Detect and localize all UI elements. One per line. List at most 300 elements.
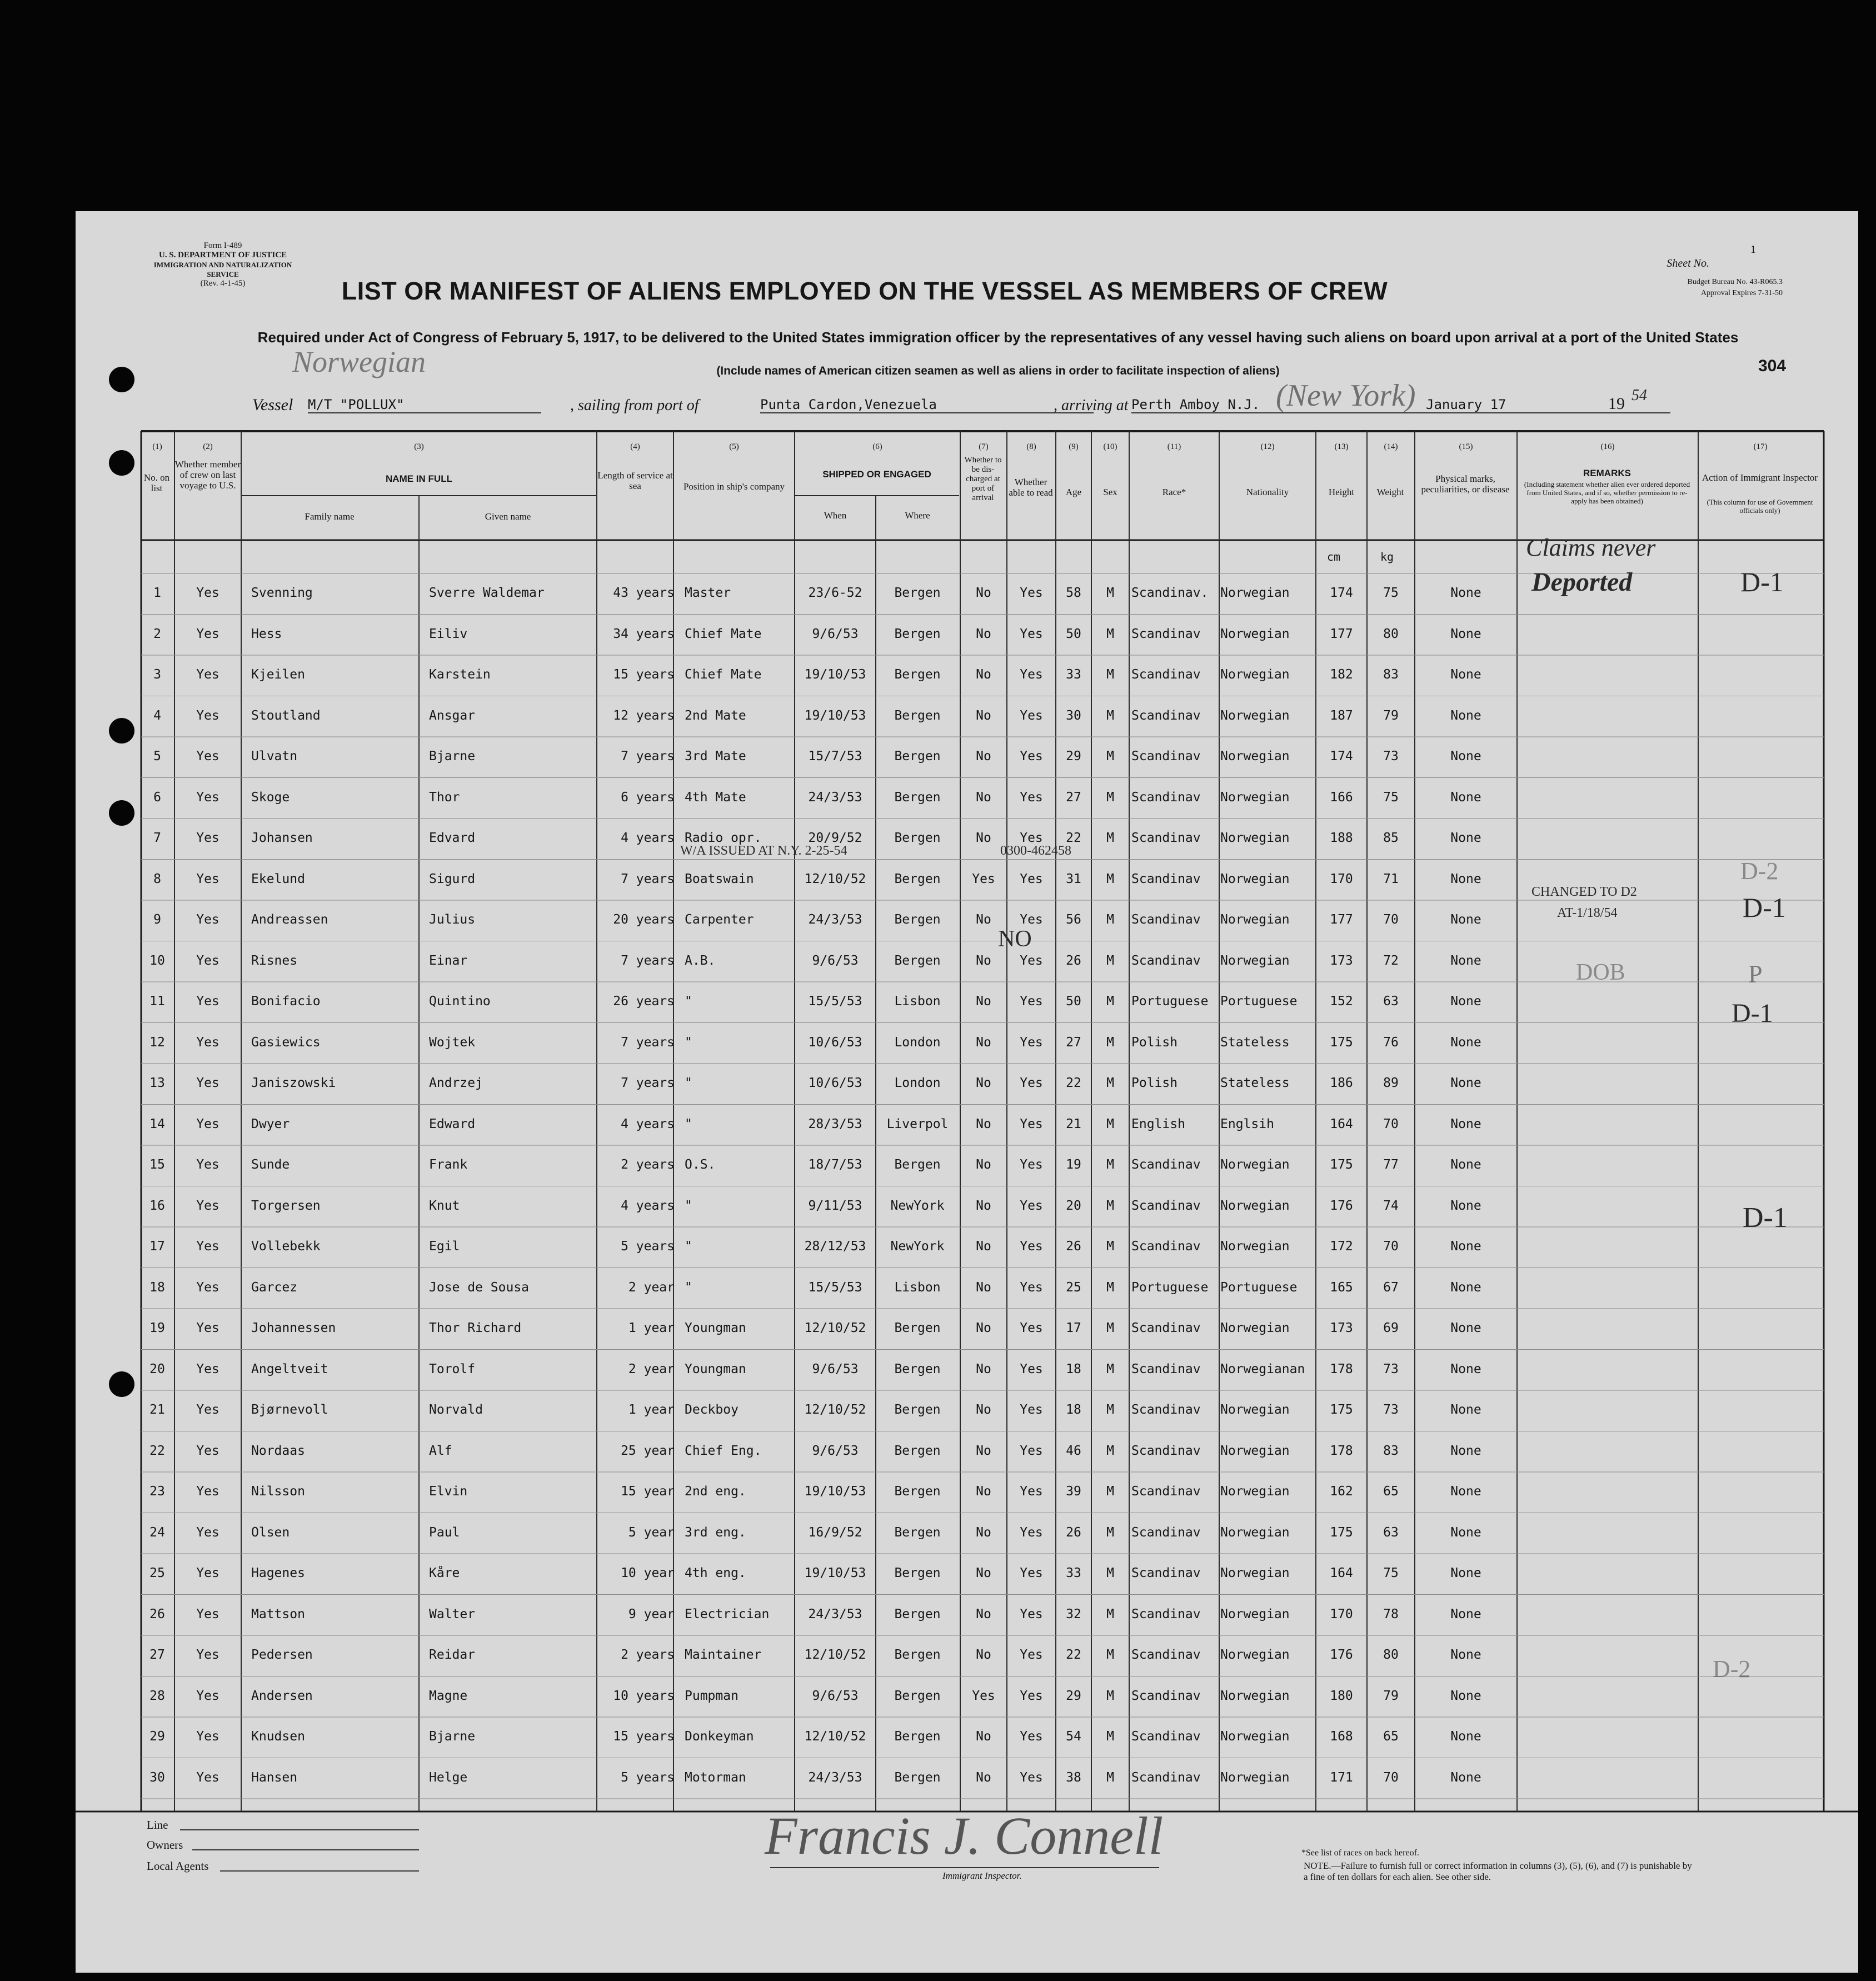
cell-discharged: No — [976, 1648, 991, 1662]
cell-weight: 79 — [1383, 1688, 1399, 1703]
cell-no: 19 — [149, 1321, 165, 1335]
cell-when: 28/3/53 — [808, 1116, 862, 1131]
cell-position: Donkeyman — [685, 1729, 754, 1744]
cell-no: 24 — [149, 1525, 165, 1540]
cell-height: 177 — [1330, 626, 1353, 641]
cell-nationality: Norwegian — [1220, 1729, 1290, 1744]
header-where: Where — [905, 510, 930, 521]
cell-family: Sunde — [251, 1157, 290, 1172]
cell-marks: None — [1450, 994, 1481, 1009]
cell-discharged: Yes — [972, 871, 995, 886]
cell-service: 26 years — [613, 994, 675, 1009]
cell-race: Polish — [1131, 1076, 1178, 1090]
cell-voyage: Yes — [196, 1239, 219, 1254]
cell-where: Bergen — [894, 912, 941, 927]
cell-service: 12 years — [613, 708, 675, 723]
cell-family: Risnes — [251, 953, 298, 968]
cell-family: Hess — [251, 626, 282, 641]
cell-voyage: Yes — [196, 626, 219, 641]
cell-marks: None — [1450, 871, 1481, 886]
cell-given: Eiliv — [429, 626, 468, 641]
cell-marks: None — [1450, 1403, 1481, 1417]
cell-age: 18 — [1066, 1361, 1081, 1376]
cell-discharged: No — [976, 1525, 991, 1540]
cell-discharged: No — [976, 994, 991, 1009]
punch-hole — [109, 450, 134, 476]
cell-where: Lisbon — [894, 1280, 941, 1295]
cell-no: 25 — [149, 1566, 165, 1580]
cell-given: Reidar — [429, 1648, 476, 1662]
cell-nationality: Norwegian — [1220, 749, 1290, 764]
column-number: (7) — [979, 442, 989, 451]
cell-service: 34 years — [613, 626, 675, 641]
cell-when: 9/6/53 — [812, 1688, 859, 1703]
cell-height: 174 — [1330, 586, 1353, 600]
fine-note: NOTE.—Failure to furnish full or correct information in columns (3), (5), (6), and (7) is punishable by a fine of ten dollars for each alien. See other side. — [1304, 1860, 1692, 1882]
cell-where: Lisbon — [894, 994, 941, 1009]
cell-race: Scandinav — [1131, 749, 1201, 764]
cell-discharged: No — [976, 1403, 991, 1417]
cell-nationality: Norwegian — [1220, 667, 1290, 682]
cell-read: Yes — [1020, 953, 1043, 968]
cell-sex: M — [1106, 667, 1114, 682]
cell-read: Yes — [1020, 667, 1043, 682]
cell-race: Scandinav — [1131, 1648, 1201, 1662]
cell-sex: M — [1106, 749, 1114, 764]
cell-given: Quintino — [429, 994, 491, 1009]
cell-family: Kjeilen — [251, 667, 305, 682]
cell-read: Yes — [1020, 790, 1043, 805]
cell-weight: 75 — [1383, 790, 1399, 805]
cell-race: Scandinav — [1131, 871, 1201, 886]
cell-race: Scandinav — [1131, 1321, 1201, 1335]
cell-race: Scandinav — [1131, 1403, 1201, 1417]
table-row — [76, 1350, 1858, 1391]
cell-family: Ulvatn — [251, 749, 298, 764]
table-row — [76, 1554, 1858, 1595]
cell-when: 10/6/53 — [808, 1076, 862, 1090]
cell-read: Yes — [1020, 1280, 1043, 1295]
signature-rule — [770, 1867, 1159, 1868]
file-number: 0300-462458 — [1000, 844, 1071, 858]
cell-service: 43 years — [613, 586, 675, 600]
weight-unit: kg — [1380, 550, 1394, 563]
cell-read: Yes — [1020, 586, 1043, 600]
cell-service: 7 years — [621, 1076, 675, 1090]
table-row — [76, 1717, 1858, 1758]
cell-height: 187 — [1330, 708, 1353, 723]
header-weight: Weight — [1376, 487, 1404, 497]
column-number: (1) — [152, 442, 162, 451]
cell-position: 4th Mate — [685, 790, 746, 805]
cell-when: 12/10/52 — [804, 1648, 866, 1662]
cell-family: Torgersen — [251, 1198, 321, 1213]
footer-owners-label: Owners — [147, 1838, 183, 1852]
revision: (Rev. 4-1-45) — [200, 279, 246, 288]
cell-no: 11 — [149, 994, 165, 1009]
cell-marks: None — [1450, 953, 1481, 968]
cell-family: Svenning — [251, 586, 313, 600]
cell-where: Bergen — [894, 1443, 941, 1458]
cell-height: 176 — [1330, 1198, 1353, 1213]
cell-position: Master — [685, 586, 731, 600]
cell-no: 30 — [149, 1770, 165, 1785]
cell-service: 2 year — [628, 1361, 675, 1376]
cell-nationality: Norwegian — [1220, 1688, 1290, 1703]
cell-given: Torolf — [429, 1361, 476, 1376]
cell-weight: 72 — [1383, 953, 1399, 968]
cell-discharged: No — [976, 1076, 991, 1090]
cell-given: Kåre — [429, 1566, 460, 1580]
cell-voyage: Yes — [196, 1361, 219, 1376]
cell-no: 2 — [153, 626, 161, 641]
header-discharged: Whether to be dis-charged at port of arrival — [964, 456, 1002, 502]
cell-position: A.B. — [685, 953, 716, 968]
cell-marks: None — [1450, 1606, 1481, 1621]
cell-height: 176 — [1330, 1648, 1353, 1662]
cell-where: Bergen — [894, 1525, 941, 1540]
cell-family: Janiszowski — [251, 1076, 336, 1090]
cell-given: Paul — [429, 1525, 460, 1540]
cell-family: Johannessen — [251, 1321, 336, 1335]
cell-where: Bergen — [894, 586, 941, 600]
cell-sex: M — [1106, 1035, 1114, 1050]
remarks-deported: Deported — [1531, 567, 1633, 597]
remarks-changed: CHANGED TO D2 — [1531, 885, 1637, 899]
cell-age: 17 — [1066, 1321, 1081, 1335]
cell-where: Bergen — [894, 1606, 941, 1621]
cell-discharged: No — [976, 1729, 991, 1744]
cell-given: Knut — [429, 1198, 460, 1213]
sailing-label: , sailing from port of — [570, 397, 699, 414]
cell-race: Scandinav — [1131, 790, 1201, 805]
cell-race: Portuguese — [1131, 1280, 1209, 1295]
cell-marks: None — [1450, 912, 1481, 927]
cell-no: 5 — [153, 749, 161, 764]
cell-position: Youngman — [685, 1321, 746, 1335]
cell-voyage: Yes — [196, 1606, 219, 1621]
cell-discharged: No — [976, 790, 991, 805]
cell-age: 56 — [1066, 912, 1081, 927]
manifest-sheet — [76, 211, 1858, 1973]
cell-where: London — [894, 1076, 941, 1090]
cell-given: Edward — [429, 1116, 476, 1131]
cell-when: 9/6/53 — [812, 626, 859, 641]
cell-age: 33 — [1066, 1566, 1081, 1580]
cell-service: 25 year — [621, 1443, 675, 1458]
cell-position: " — [685, 1035, 692, 1050]
cell-position: " — [685, 994, 692, 1009]
cell-voyage: Yes — [196, 871, 219, 886]
cell-weight: 69 — [1383, 1321, 1399, 1335]
cell-position: 2nd eng. — [685, 1484, 746, 1499]
cell-position: " — [685, 1239, 692, 1254]
cell-nationality: Norwegianan — [1220, 1361, 1305, 1376]
cell-age: 20 — [1066, 1198, 1081, 1213]
cell-service: 15 year — [621, 1484, 675, 1499]
cell-discharged: No — [976, 1566, 991, 1580]
cell-family: Nordaas — [251, 1443, 305, 1458]
cell-voyage: Yes — [196, 1525, 219, 1540]
cell-discharged: No — [976, 626, 991, 641]
cell-voyage: Yes — [196, 1076, 219, 1090]
cell-height: 177 — [1330, 912, 1353, 927]
cell-position: Carpenter — [685, 912, 754, 927]
action-row8: D-2 — [1740, 857, 1779, 885]
cell-height: 164 — [1330, 1566, 1353, 1580]
cell-nationality: Stateless — [1220, 1076, 1290, 1090]
cell-where: Bergen — [894, 1361, 941, 1376]
table-row — [76, 1186, 1858, 1227]
header-family-name: Family name — [305, 511, 355, 522]
cell-read: Yes — [1020, 994, 1043, 1009]
cell-height: 152 — [1330, 994, 1353, 1009]
cell-service: 7 years — [621, 1035, 675, 1050]
cell-where: Bergen — [894, 1566, 941, 1580]
cell-marks: None — [1450, 1280, 1481, 1295]
cell-height: 178 — [1330, 1443, 1353, 1458]
cell-sex: M — [1106, 1606, 1114, 1621]
table-row — [76, 1105, 1858, 1146]
cell-family: Pedersen — [251, 1648, 313, 1662]
cell-when: 15/7/53 — [808, 749, 862, 764]
cell-when: 19/10/53 — [804, 1484, 866, 1499]
cell-discharged: No — [976, 1606, 991, 1621]
cell-family: Hansen — [251, 1770, 298, 1785]
cell-discharged: No — [976, 1443, 991, 1458]
cell-read: Yes — [1020, 1198, 1043, 1213]
cell-age: 25 — [1066, 1280, 1081, 1295]
cell-position: Radio opr. — [685, 831, 762, 845]
header-able-to-read: Whether able to read — [1009, 477, 1053, 498]
table-row — [76, 1676, 1858, 1718]
header-action: Action of Immigrant Inspector — [1702, 472, 1818, 483]
cell-nationality: Norwegian — [1220, 1239, 1290, 1254]
cell-family: Johansen — [251, 831, 313, 845]
cell-age: 29 — [1066, 749, 1081, 764]
cell-read: Yes — [1020, 626, 1043, 641]
cell-family: Andersen — [251, 1688, 313, 1703]
height-unit: cm — [1327, 550, 1341, 563]
cell-no: 14 — [149, 1116, 165, 1131]
cell-marks: None — [1450, 1525, 1481, 1540]
cell-family: Hagenes — [251, 1566, 305, 1580]
cell-weight: 70 — [1383, 1116, 1399, 1131]
cell-given: Jose de Sousa — [429, 1280, 530, 1295]
instruction: (Include names of American citizen seamen as well as aliens in order to facilitate inspection of aliens) — [716, 365, 1280, 377]
cell-discharged: No — [976, 1157, 991, 1172]
cell-family: Nilsson — [251, 1484, 305, 1499]
header-position: Position in ship's company — [683, 481, 785, 492]
cell-family: Dwyer — [251, 1116, 290, 1131]
cell-service: 5 year — [628, 1525, 675, 1540]
footer-agents-rule — [220, 1870, 419, 1872]
cell-where: Bergen — [894, 749, 941, 764]
cell-family: Ekelund — [251, 871, 305, 886]
cell-when: 24/3/53 — [808, 1770, 862, 1785]
footer-line-rule — [180, 1829, 419, 1830]
cell-weight: 67 — [1383, 1280, 1399, 1295]
cell-voyage: Yes — [196, 912, 219, 927]
cell-position: " — [685, 1116, 692, 1131]
cell-voyage: Yes — [196, 1770, 219, 1785]
cell-age: 26 — [1066, 953, 1081, 968]
cell-age: 32 — [1066, 1606, 1081, 1621]
column-number: (5) — [729, 442, 739, 451]
cell-voyage: Yes — [196, 1566, 219, 1580]
cell-discharged: No — [976, 749, 991, 764]
cell-age: 18 — [1066, 1403, 1081, 1417]
cell-nationality: Norwegian — [1220, 1484, 1290, 1499]
year-prefix: 19 — [1608, 395, 1625, 413]
cell-marks: None — [1450, 1157, 1481, 1172]
cell-sex: M — [1106, 871, 1114, 886]
table-row — [76, 1758, 1858, 1799]
cell-weight: 71 — [1383, 871, 1399, 886]
cell-given: Sigurd — [429, 871, 476, 886]
cell-where: Bergen — [894, 1648, 941, 1662]
cell-given: Karstein — [429, 667, 491, 682]
cell-age: 39 — [1066, 1484, 1081, 1499]
cell-service: 10 years — [613, 1688, 675, 1703]
header-age: Age — [1065, 487, 1082, 497]
cell-when: 19/10/53 — [804, 708, 866, 723]
cell-given: Thor Richard — [429, 1321, 522, 1335]
action-row12: D-1 — [1732, 999, 1773, 1028]
cell-weight: 79 — [1383, 708, 1399, 723]
cell-no: 6 — [153, 790, 161, 805]
cell-read: Yes — [1020, 1076, 1043, 1090]
cell-height: 164 — [1330, 1116, 1353, 1131]
cell-when: 20/9/52 — [808, 831, 862, 845]
cell-given: Edvard — [429, 831, 476, 845]
cell-no: 26 — [149, 1606, 165, 1621]
cell-weight: 77 — [1383, 1157, 1399, 1172]
approval-expiry: Approval Expires 7-31-50 — [1701, 289, 1783, 297]
table-row — [76, 615, 1858, 656]
cell-voyage: Yes — [196, 1280, 219, 1295]
cell-no: 3 — [153, 667, 161, 682]
cell-when: 16/9/52 — [808, 1525, 862, 1540]
cell-sex: M — [1106, 1321, 1114, 1335]
nationality-note: Norwegian — [292, 345, 426, 378]
cell-where: Bergen — [894, 790, 941, 805]
cell-family: Mattson — [251, 1606, 305, 1621]
cell-race: Scandinav. — [1131, 586, 1209, 600]
cell-no: 22 — [149, 1443, 165, 1458]
cell-nationality: Norwegian — [1220, 953, 1290, 968]
cell-voyage: Yes — [196, 831, 219, 845]
cell-marks: None — [1450, 1198, 1481, 1213]
cell-height: 172 — [1330, 1239, 1353, 1254]
cell-when: 23/6-52 — [808, 586, 862, 600]
header-name-in-full: NAME IN FULL — [386, 473, 452, 484]
cell-service: 5 years — [621, 1239, 675, 1254]
cell-when: 24/3/53 — [808, 1606, 862, 1621]
cell-family: Andreassen — [251, 912, 328, 927]
cell-marks: None — [1450, 586, 1481, 600]
cell-voyage: Yes — [196, 790, 219, 805]
cell-race: Scandinav — [1131, 1688, 1201, 1703]
vessel-name: M/T "POLLUX" — [308, 397, 541, 413]
manifest-title: LIST OR MANIFEST OF ALIENS EMPLOYED ON THE VESSEL AS MEMBERS OF CREW — [341, 277, 1388, 305]
cell-weight: 80 — [1383, 1648, 1399, 1662]
service: IMMIGRATION AND NATURALIZATION SERVICE — [153, 261, 292, 278]
cell-given: Thor — [429, 790, 460, 805]
punch-hole — [109, 1371, 134, 1397]
header-given-name: Given name — [485, 511, 531, 522]
cell-position: 2nd Mate — [685, 708, 746, 723]
cell-age: 46 — [1066, 1443, 1081, 1458]
table-row — [76, 1595, 1858, 1636]
cell-read: Yes — [1020, 1321, 1043, 1335]
cell-read: Yes — [1020, 1566, 1043, 1580]
page-stamp: 304 — [1758, 357, 1787, 375]
cell-voyage: Yes — [196, 1484, 219, 1499]
cell-voyage: Yes — [196, 1403, 219, 1417]
cell-family: Skoge — [251, 790, 290, 805]
cell-marks: None — [1450, 1035, 1481, 1050]
cell-when: 15/5/53 — [808, 1280, 862, 1295]
cell-race: Scandinav — [1131, 1157, 1201, 1172]
cell-age: 22 — [1066, 831, 1081, 845]
discharged-row10-note: NO — [998, 926, 1032, 952]
cell-sex: M — [1106, 1198, 1114, 1213]
cell-discharged: No — [976, 1361, 991, 1376]
cell-discharged: No — [976, 1035, 991, 1050]
cell-weight: 70 — [1383, 912, 1399, 927]
cell-position: " — [685, 1076, 692, 1090]
cell-height: 178 — [1330, 1361, 1353, 1376]
cell-service: 4 years — [621, 1116, 675, 1131]
table-row — [76, 1227, 1858, 1268]
cell-marks: None — [1450, 790, 1481, 805]
header-remarks-note: (Including statement whether alien ever ordered deported from United States, and if so, whether permission to re-apply has been obtained) — [1524, 480, 1690, 505]
cell-position: Deckboy — [685, 1403, 739, 1417]
cell-marks: None — [1450, 626, 1481, 641]
cell-position: Electrician — [685, 1606, 770, 1621]
cell-race: Portuguese — [1131, 994, 1209, 1009]
sheet-label: Sheet No. — [1667, 257, 1709, 270]
cell-marks: None — [1450, 831, 1481, 845]
cell-given: Norvald — [429, 1403, 483, 1417]
cell-weight: 74 — [1383, 1198, 1399, 1213]
cell-service: 20 years — [613, 912, 675, 927]
action-row1: D-1 — [1740, 566, 1784, 597]
cell-weight: 63 — [1383, 994, 1399, 1009]
cell-nationality: Norwegian — [1220, 1566, 1290, 1580]
table-row — [76, 1431, 1858, 1473]
cell-family: Olsen — [251, 1525, 290, 1540]
cell-race: Scandinav — [1131, 1566, 1201, 1580]
column-number: (16) — [1600, 442, 1615, 451]
cell-weight: 76 — [1383, 1035, 1399, 1050]
cell-family: Garcez — [251, 1280, 298, 1295]
table-row — [76, 1145, 1858, 1186]
cell-given: Walter — [429, 1606, 476, 1621]
cell-when: 24/3/53 — [808, 912, 862, 927]
cell-where: Bergen — [894, 953, 941, 968]
cell-race: Scandinav — [1131, 1484, 1201, 1499]
cell-position: " — [685, 1198, 692, 1213]
cell-no: 28 — [149, 1688, 165, 1703]
cell-read: Yes — [1020, 1157, 1043, 1172]
cell-discharged: No — [976, 1484, 991, 1499]
cell-voyage: Yes — [196, 1648, 219, 1662]
table-row — [76, 737, 1858, 778]
cell-height: 186 — [1330, 1076, 1353, 1090]
cell-where: Bergen — [894, 708, 941, 723]
